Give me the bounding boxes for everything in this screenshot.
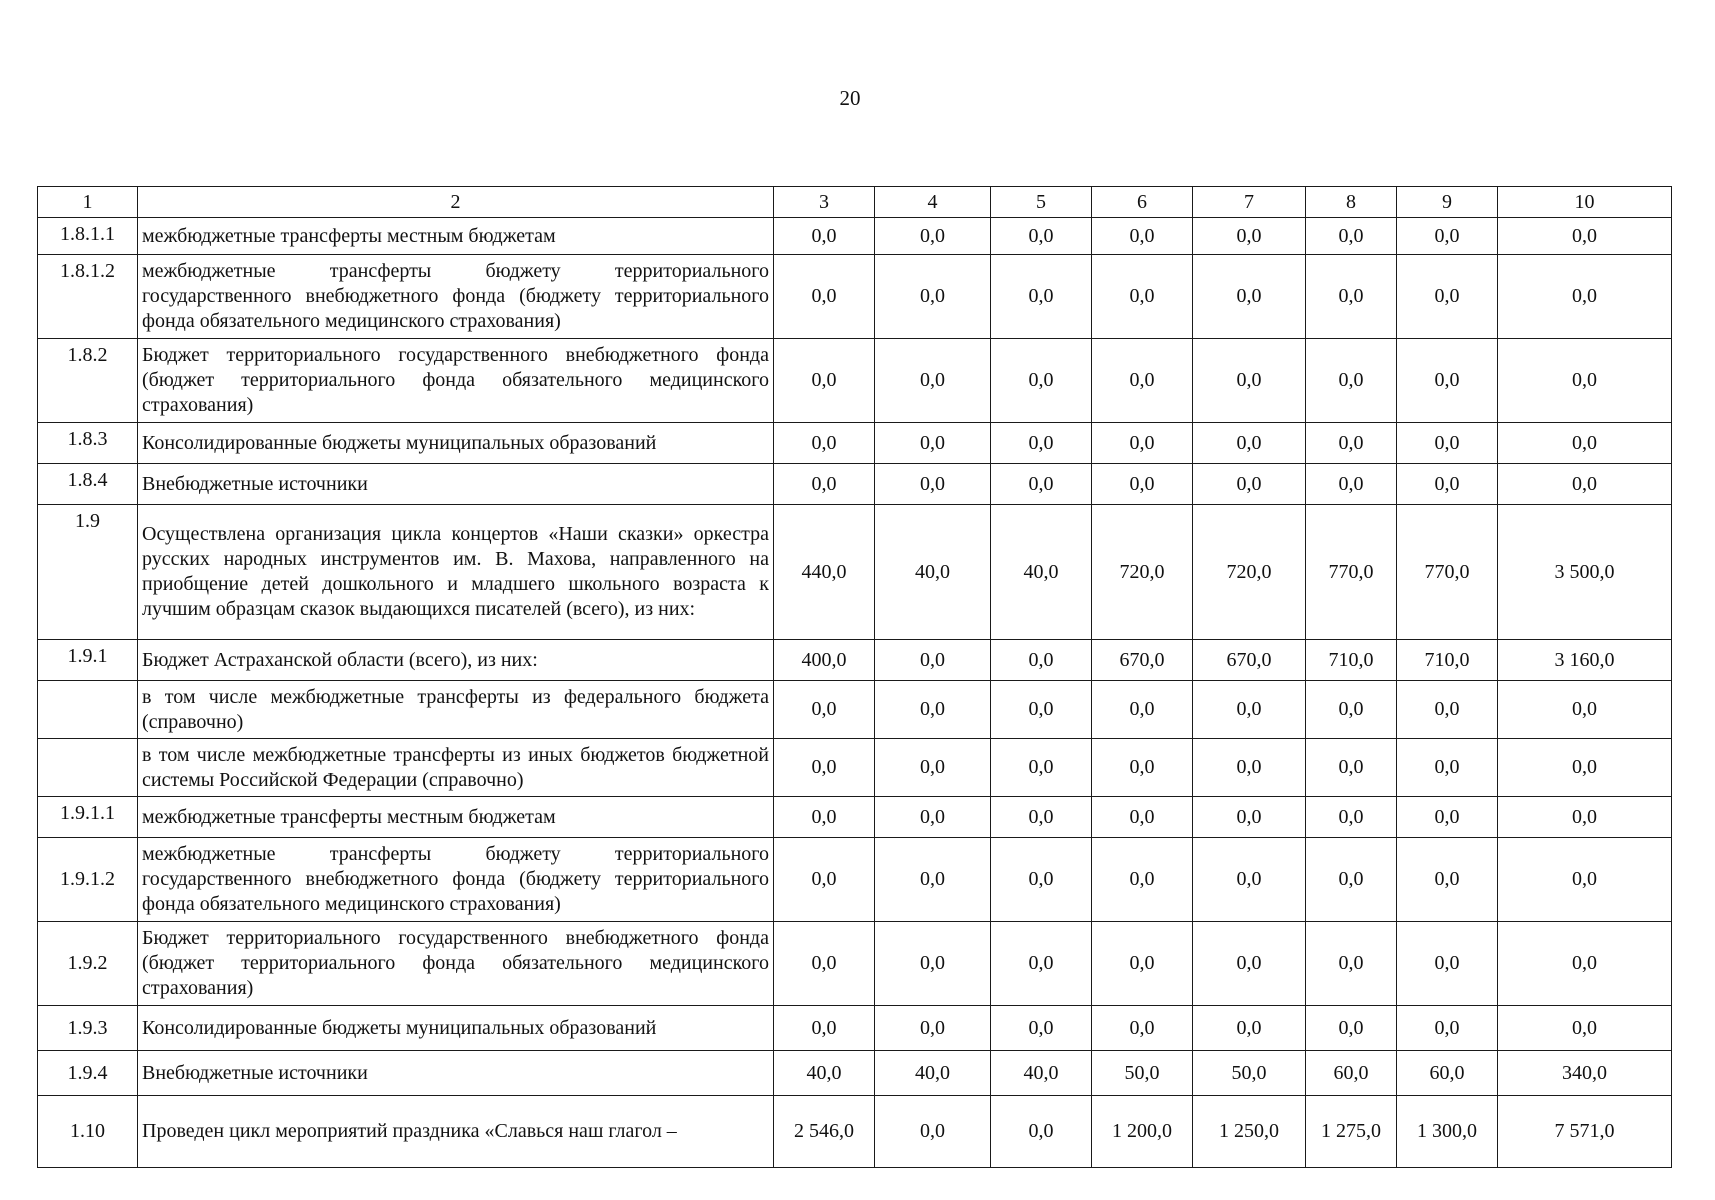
- row-description: межбюджетные трансферты бюджету территориального государственного внебюджетного фонда (бюджету территориального фонда обязательного медицинского страхования): [138, 838, 774, 922]
- table-row: [38, 922, 1672, 1006]
- row-description: Бюджет Астраханской области (всего), из них:: [138, 640, 774, 681]
- row-value: 60,0: [1306, 1051, 1397, 1096]
- row-value: 670,0: [1092, 640, 1193, 681]
- row-value: 0,0: [1193, 423, 1306, 464]
- row-value: 0,0: [1498, 681, 1672, 739]
- row-value: 1 250,0: [1193, 1096, 1306, 1168]
- row-value: 0,0: [991, 739, 1092, 797]
- row-value: 0,0: [1397, 838, 1498, 922]
- header-cell: 10: [1498, 187, 1672, 218]
- row-value: 0,0: [1092, 681, 1193, 739]
- row-code: 1.9.1.1: [38, 797, 138, 838]
- row-value: 0,0: [1092, 797, 1193, 838]
- row-value: 0,0: [1498, 423, 1672, 464]
- row-value: 0,0: [774, 464, 875, 505]
- row-value: 0,0: [1397, 1006, 1498, 1051]
- row-value: 0,0: [1092, 838, 1193, 922]
- row-value: 0,0: [1092, 423, 1193, 464]
- row-value: 40,0: [875, 505, 991, 640]
- table-row: [38, 505, 1672, 640]
- row-value: 0,0: [774, 1006, 875, 1051]
- row-value: 1 300,0: [1397, 1096, 1498, 1168]
- header-cell: 1: [38, 187, 138, 218]
- row-value: 0,0: [1498, 1006, 1672, 1051]
- row-value: 0,0: [1397, 339, 1498, 423]
- row-value: 0,0: [991, 464, 1092, 505]
- row-value: 0,0: [991, 640, 1092, 681]
- row-value: 0,0: [991, 922, 1092, 1006]
- row-value: 0,0: [1306, 218, 1397, 255]
- row-code: 1.9.2: [38, 922, 138, 1006]
- row-value: 0,0: [1498, 797, 1672, 838]
- row-description: межбюджетные трансферты бюджету территориального государственного внебюджетного фонда (бюджету территориального фонда обязательного медицинского страхования): [138, 255, 774, 339]
- row-value: 0,0: [1193, 739, 1306, 797]
- row-value: 0,0: [1193, 218, 1306, 255]
- row-code: 1.10: [38, 1096, 138, 1168]
- row-value: 720,0: [1193, 505, 1306, 640]
- row-code: 1.8.2: [38, 339, 138, 423]
- row-value: 0,0: [1193, 1006, 1306, 1051]
- row-value: 0,0: [1498, 339, 1672, 423]
- header-cell: 7: [1193, 187, 1306, 218]
- row-value: 720,0: [1092, 505, 1193, 640]
- row-value: 0,0: [1498, 464, 1672, 505]
- row-value: 0,0: [991, 218, 1092, 255]
- row-code: 1.9: [38, 505, 138, 640]
- row-value: 0,0: [1306, 739, 1397, 797]
- row-value: 0,0: [1498, 922, 1672, 1006]
- row-value: 0,0: [991, 797, 1092, 838]
- row-value: 40,0: [875, 1051, 991, 1096]
- row-value: 0,0: [991, 681, 1092, 739]
- row-value: 0,0: [1193, 922, 1306, 1006]
- row-value: 0,0: [1193, 797, 1306, 838]
- row-code: [38, 681, 138, 739]
- row-value: 0,0: [1092, 339, 1193, 423]
- row-value: 0,0: [1498, 838, 1672, 922]
- row-value: 0,0: [1092, 218, 1193, 255]
- row-code: [38, 739, 138, 797]
- row-value: 0,0: [774, 255, 875, 339]
- row-value: 3 500,0: [1498, 505, 1672, 640]
- row-value: 670,0: [1193, 640, 1306, 681]
- row-code: 1.9.1.2: [38, 838, 138, 922]
- row-value: 0,0: [774, 681, 875, 739]
- row-value: 0,0: [1306, 922, 1397, 1006]
- row-value: 0,0: [991, 423, 1092, 464]
- row-value: 0,0: [1397, 423, 1498, 464]
- row-value: 0,0: [991, 1096, 1092, 1168]
- row-value: 0,0: [875, 255, 991, 339]
- row-value: 0,0: [1306, 339, 1397, 423]
- row-description: Внебюджетные источники: [138, 464, 774, 505]
- row-value: 0,0: [774, 423, 875, 464]
- table-row: [38, 464, 1672, 505]
- row-value: 7 571,0: [1498, 1096, 1672, 1168]
- row-value: 0,0: [1306, 797, 1397, 838]
- row-value: 0,0: [1092, 739, 1193, 797]
- row-value: 340,0: [1498, 1051, 1672, 1096]
- row-code: 1.8.1.2: [38, 255, 138, 339]
- row-description: Консолидированные бюджеты муниципальных образований: [138, 1006, 774, 1051]
- row-value: 440,0: [774, 505, 875, 640]
- table-row: [38, 1051, 1672, 1096]
- row-value: 0,0: [1193, 464, 1306, 505]
- row-value: 0,0: [1193, 681, 1306, 739]
- row-value: 0,0: [875, 464, 991, 505]
- row-value: 0,0: [875, 838, 991, 922]
- row-value: 770,0: [1306, 505, 1397, 640]
- row-code: 1.9.4: [38, 1051, 138, 1096]
- row-value: 400,0: [774, 640, 875, 681]
- row-value: 0,0: [875, 640, 991, 681]
- row-value: 0,0: [1092, 255, 1193, 339]
- row-value: 1 200,0: [1092, 1096, 1193, 1168]
- row-code: 1.8.3: [38, 423, 138, 464]
- row-description: Бюджет территориального государственного внебюджетного фонда (бюджет территориального фонда обязательного медицинского страхования): [138, 339, 774, 423]
- row-value: 0,0: [1306, 255, 1397, 339]
- row-value: 0,0: [1193, 255, 1306, 339]
- table-header-row: [38, 187, 1672, 218]
- row-value: 0,0: [1193, 838, 1306, 922]
- row-value: 0,0: [1498, 739, 1672, 797]
- row-value: 710,0: [1397, 640, 1498, 681]
- row-value: 0,0: [1498, 255, 1672, 339]
- row-value: 60,0: [1397, 1051, 1498, 1096]
- row-value: 0,0: [1397, 797, 1498, 838]
- table-row: [38, 640, 1672, 681]
- row-value: 1 275,0: [1306, 1096, 1397, 1168]
- row-value: 0,0: [875, 1006, 991, 1051]
- row-value: 40,0: [774, 1051, 875, 1096]
- row-description: межбюджетные трансферты местным бюджетам: [138, 218, 774, 255]
- row-value: 0,0: [774, 218, 875, 255]
- table-row: [38, 218, 1672, 255]
- row-code: 1.9.1: [38, 640, 138, 681]
- row-value: 0,0: [774, 838, 875, 922]
- row-value: 0,0: [1092, 922, 1193, 1006]
- row-value: 0,0: [1397, 464, 1498, 505]
- row-code: 1.9.3: [38, 1006, 138, 1051]
- row-value: 0,0: [875, 681, 991, 739]
- row-value: 0,0: [991, 339, 1092, 423]
- row-value: 40,0: [991, 505, 1092, 640]
- row-value: 0,0: [875, 739, 991, 797]
- table-row: [38, 339, 1672, 423]
- row-value: 0,0: [774, 339, 875, 423]
- table-row: [38, 255, 1672, 339]
- row-value: 0,0: [1306, 423, 1397, 464]
- row-value: 50,0: [1193, 1051, 1306, 1096]
- row-value: 0,0: [875, 922, 991, 1006]
- row-description: в том числе межбюджетные трансферты из федерального бюджета (справочно): [138, 681, 774, 739]
- row-value: 0,0: [875, 218, 991, 255]
- row-value: 0,0: [1498, 218, 1672, 255]
- row-value: 0,0: [774, 797, 875, 838]
- page-number: 20: [839, 86, 861, 110]
- row-value: 0,0: [1306, 838, 1397, 922]
- row-value: 0,0: [875, 339, 991, 423]
- row-code: 1.8.4: [38, 464, 138, 505]
- row-description: Осуществлена организация цикла концертов «Наши сказки» оркестра русских народных инструментов им. В. Махова, направленного на приобщение детей дошкольного и младшего школьного возраста к лучшим образцам сказок выдающихся писателей (всего), из них:: [138, 505, 774, 640]
- header-cell: 2: [138, 187, 774, 218]
- header-cell: 8: [1306, 187, 1397, 218]
- row-value: 0,0: [1397, 218, 1498, 255]
- row-value: 2 546,0: [774, 1096, 875, 1168]
- header-cell: 3: [774, 187, 875, 218]
- row-value: 0,0: [1397, 255, 1498, 339]
- row-value: 40,0: [991, 1051, 1092, 1096]
- row-value: 50,0: [1092, 1051, 1193, 1096]
- header-cell: 6: [1092, 187, 1193, 218]
- row-value: 0,0: [991, 1006, 1092, 1051]
- row-value: 0,0: [875, 797, 991, 838]
- row-value: 0,0: [991, 255, 1092, 339]
- table-row: [38, 838, 1672, 922]
- row-value: 0,0: [1193, 339, 1306, 423]
- row-code: 1.8.1.1: [38, 218, 138, 255]
- budget-table: [37, 186, 1672, 1168]
- row-value: 0,0: [774, 922, 875, 1006]
- row-description: Внебюджетные источники: [138, 1051, 774, 1096]
- row-value: 0,0: [991, 838, 1092, 922]
- header-cell: 4: [875, 187, 991, 218]
- table-row: [38, 1096, 1672, 1168]
- table-row: [38, 797, 1672, 838]
- row-description: Бюджет территориального государственного внебюджетного фонда (бюджет территориального фонда обязательного медицинского страхования): [138, 922, 774, 1006]
- row-value: 0,0: [1092, 464, 1193, 505]
- row-value: 0,0: [1306, 681, 1397, 739]
- row-value: 0,0: [875, 1096, 991, 1168]
- row-value: 0,0: [1306, 1006, 1397, 1051]
- row-description: Консолидированные бюджеты муниципальных образований: [138, 423, 774, 464]
- header-cell: 5: [991, 187, 1092, 218]
- row-description: Проведен цикл мероприятий праздника «Славься наш глагол –: [138, 1096, 774, 1168]
- row-value: 0,0: [774, 739, 875, 797]
- row-description: в том числе межбюджетные трансферты из иных бюджетов бюджетной системы Российской Федерации (справочно): [138, 739, 774, 797]
- table-row: [38, 739, 1672, 797]
- row-value: 0,0: [1397, 739, 1498, 797]
- row-value: 710,0: [1306, 640, 1397, 681]
- row-value: 3 160,0: [1498, 640, 1672, 681]
- row-value: 0,0: [1397, 922, 1498, 1006]
- row-value: 0,0: [875, 423, 991, 464]
- row-description: межбюджетные трансферты местным бюджетам: [138, 797, 774, 838]
- row-value: 0,0: [1092, 1006, 1193, 1051]
- row-value: 0,0: [1306, 464, 1397, 505]
- header-cell: 9: [1397, 187, 1498, 218]
- row-value: 770,0: [1397, 505, 1498, 640]
- table-row: [38, 423, 1672, 464]
- row-value: 0,0: [1397, 681, 1498, 739]
- table-row: [38, 1006, 1672, 1051]
- table-row: [38, 681, 1672, 739]
